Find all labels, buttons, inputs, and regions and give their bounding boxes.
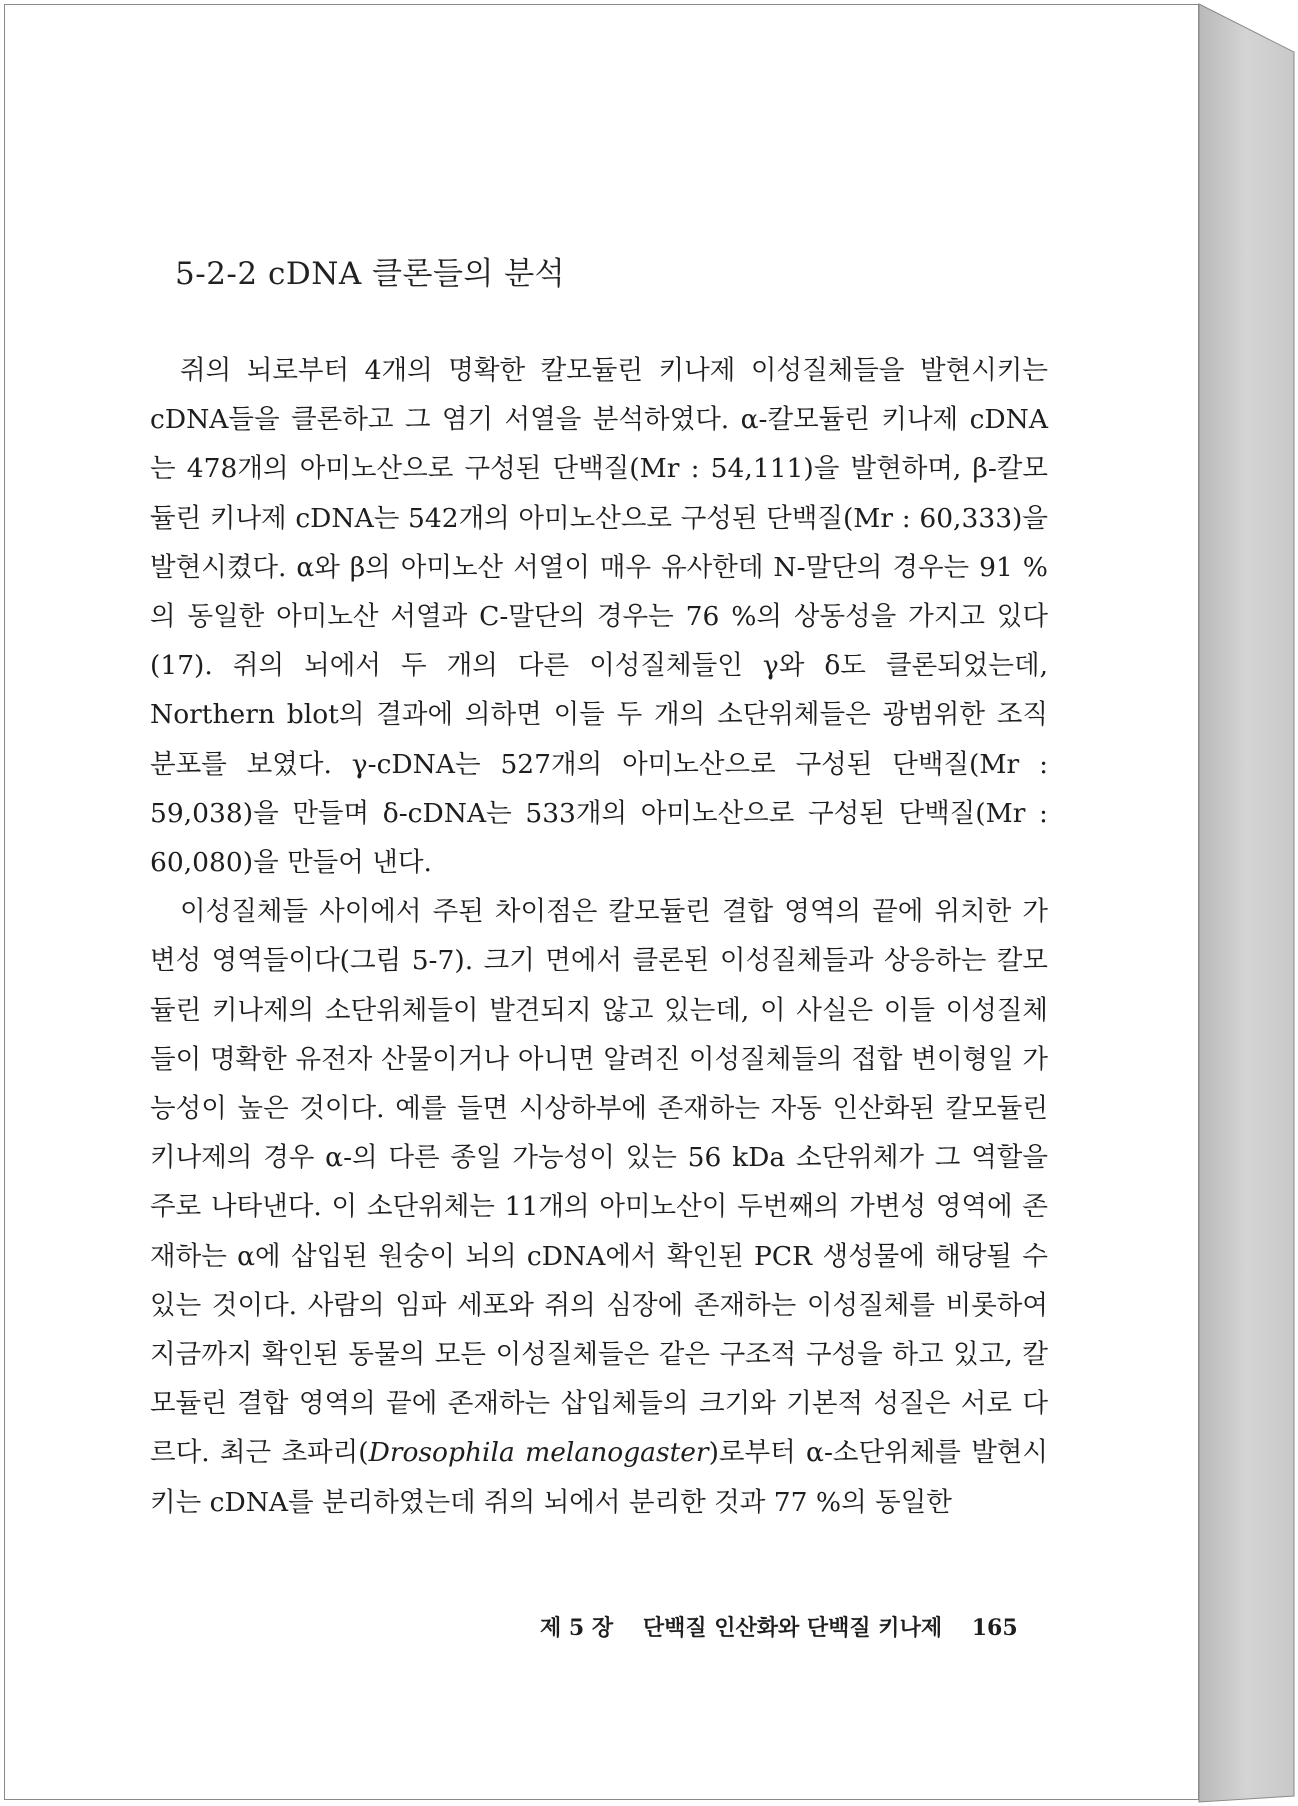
page-number: 165 — [971, 1615, 1018, 1641]
body-text — [150, 346, 1048, 1527]
species-name: Drosophila melanogaster — [368, 1437, 709, 1469]
chapter-label: 제 5 장 — [540, 1615, 614, 1641]
paragraph-1-text: 쥐의 뇌로부터 4개의 명확한 칼모듈린 키나제 이성질체들을 발현시키는 cDNA들을 클론하고 그 염기 서열을 분석하였다. α-칼모듈린 키나제 cDNA는 478개의 아미노산으로 구성된 단백질(Mr : 54,111)을 발현하며, β-칼모듈린 키나제 cDNA는 542개의 아미노산으로 구성된 단백질(Mr : 60,333)을 발현시켰다. α와 β의 아미노산 서열이 매우 유사한데 N-말단의 경우는 91 %의 동일한 아미노산 서열과 C-말단의 경우는 76 %의 상동성을 가지고 있다(17). 쥐의 뇌에서 두 개의 다른 이성질체들인 γ와 δ도 클론되었는데, Northern blot의 결과에 의하면 이들 두 개의 소단위체들은 광범위한 조직 분포를 보였다. γ-cDNA는 527개의 아미노산으로 구성된 단백질(Mr : 59,038)을 만들며 δ-cDNA는 533개의 아미노산으로 구성된 단백질(Mr : 60,080)을 만들어 낸다. — [150, 355, 1048, 879]
page-footer — [540, 1611, 1018, 1642]
paragraph-2-text-continued: )로부터 α-소단위체를 발현시키는 cDNA를 분리하였는데 쥐의 뇌에서 분리한 것과 77 %의 동일한 — [150, 1437, 1048, 1518]
paragraph-2 — [150, 887, 1048, 1527]
paragraph-2-text: 이성질체들 사이에서 주된 차이점은 칼모듈린 결합 영역의 끝에 위치한 가변성 영역들이다(그림 5-7). 크기 면에서 클론된 이성질체들과 상응하는 칼모듈린 키나제의 소단위체들이 발견되지 않고 있는데, 이 사실은 이들 이성질체들이 명확한 유전자 산물이거나 아니면 알려진 이성질체들의 접합 변이형일 가능성이 높은 것이다. 예를 들면 시상하부에 존재하는 자동 인산화된 칼모듈린 키나제의 경우 α-의 다른 종일 가능성이 있는 56 kDa 소단위체가 그 역할을 주로 나타낸다. 이 소단위체는 11개의 아미노산이 두번째의 가변성 영역에 존재하는 α에 삽입된 원숭이 뇌의 cDNA에서 확인된 PCR 생성물에 해당될 수 있는 것이다. 사람의 임파 세포와 쥐의 심장에 존재하는 이성질체를 비롯하여 지금까지 확인된 동물의 모든 이성질체들은 같은 구조적 구성을 하고 있고, 칼모듈린 결합 영역의 끝에 존재하는 삽입체들의 크기와 기본적 성질은 서로 다르다. 최근 초파리( — [150, 896, 1048, 1469]
chapter-title: 단백질 인산화와 단백질 키나제 — [642, 1615, 943, 1641]
paragraph-1 — [150, 346, 1048, 887]
section-heading: 5-2-2 cDNA 클론들의 분석 — [175, 256, 566, 292]
